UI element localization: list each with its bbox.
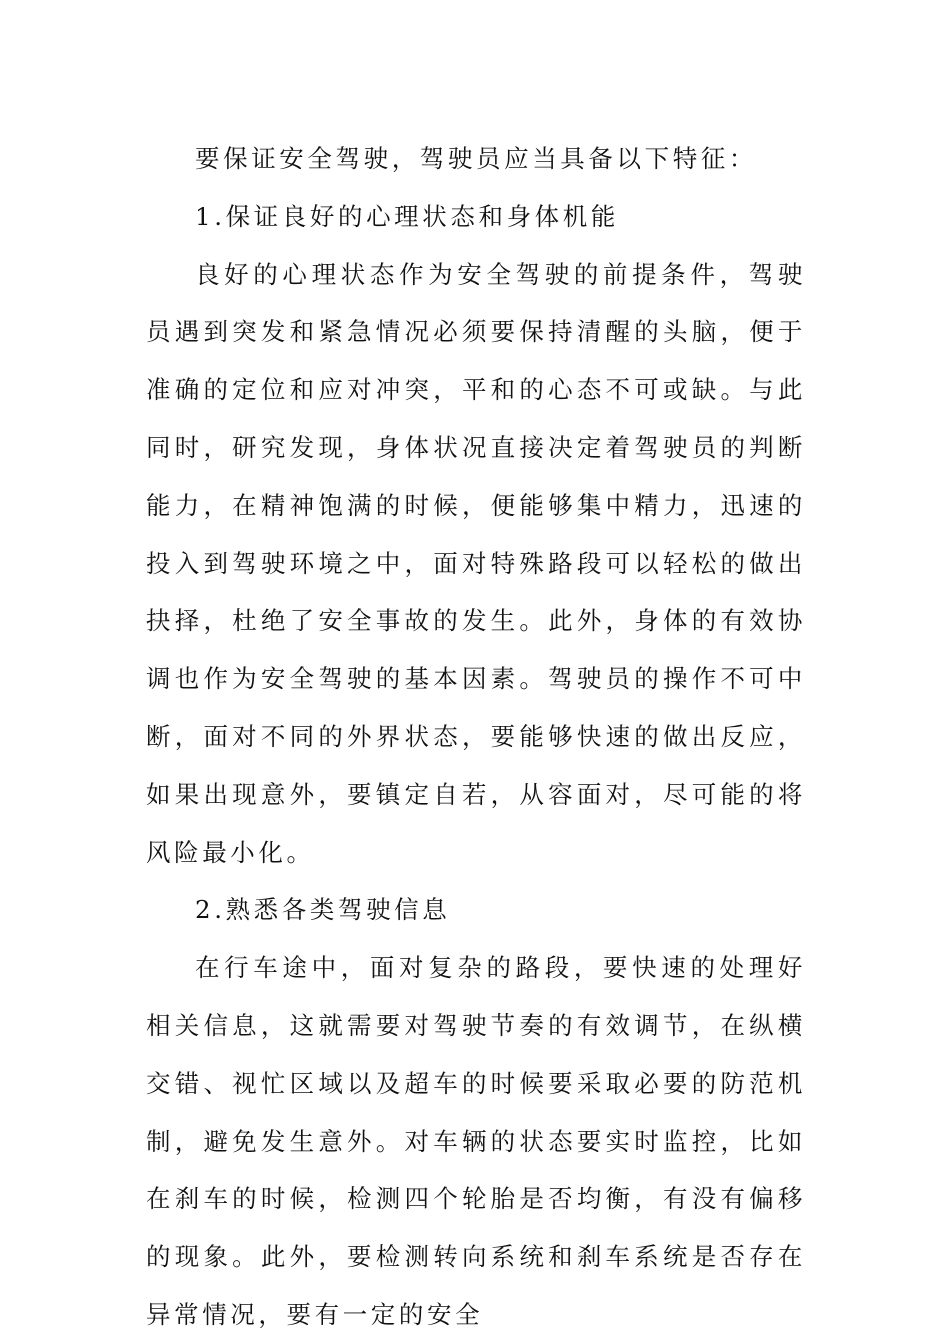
document-body: [146, 130, 806, 1344]
body-paragraph-2: 在行车途中，面对复杂的路段，要快速的处理好相关信息，这就需要对驾驶节奏的有效调节，在纵横交错、视忙区域以及超车的时候要采取必要的防范机制，避免发生意外。对车辆的状态要实时监控，比如在刹车的时候，检测四个轮胎是否均衡，有没有偏移的现象。此外，要检测转向系统和刹车系统是否存在异常情况，要有一定的安全: [146, 953, 806, 1329]
intro-paragraph: 要保证安全驾驶，驾驶员应当具备以下特征：: [195, 144, 757, 173]
section-heading-2: 2.熟悉各类驾驶信息: [195, 895, 451, 925]
section-heading-1: 1.保证良好的心理状态和身体机能: [195, 201, 619, 231]
body-paragraph-1: 良好的心理状态作为安全驾驶的前提条件，驾驶员遇到突发和紧急情况必须要保持清醒的头脑，便于准确的定位和应对冲突，平和的心态不可或缺。与此同时，研究发现，身体状况直接决定着驾驶员的判断能力，在精神饱满的时候，便能够集中精力，迅速的投入到驾驶环境之中，面对特殊路段可以轻松的做出抉择，杜绝了安全事故的发生。此外，身体的有效协调也作为安全驾驶的基本因素。驾驶员的操作不可中断，面对不同的外界状态，要能够快速的做出反应，如果出现意外，要镇定自若，从容面对，尽可能的将风险最小化。: [146, 259, 806, 867]
